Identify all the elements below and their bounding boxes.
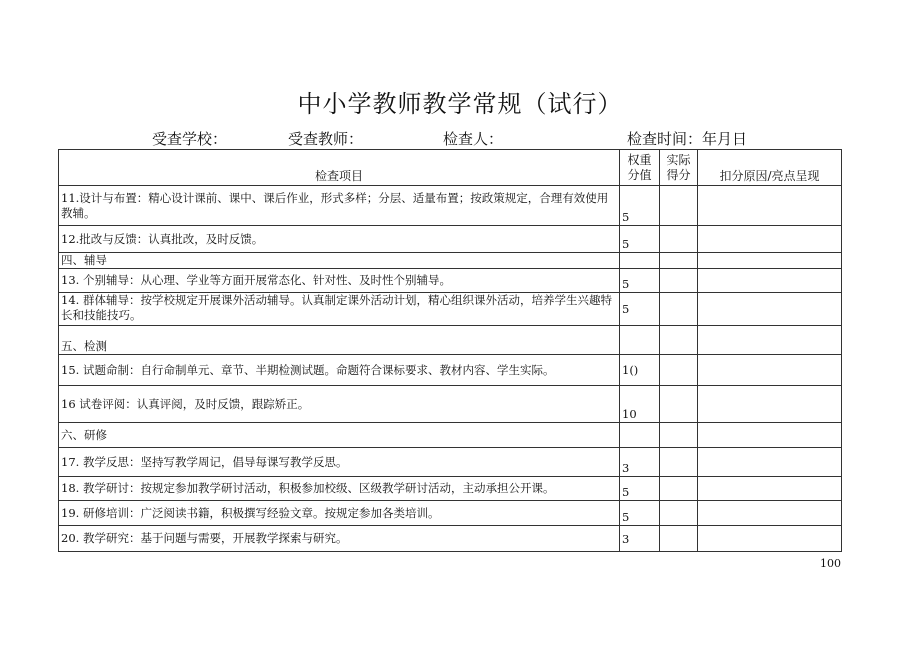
row-actual-score[interactable] <box>660 477 698 501</box>
table-header-row <box>59 150 842 186</box>
row-deduction-reason[interactable] <box>698 326 842 355</box>
inspected-teacher-label: 受查教师： <box>288 130 364 148</box>
row-actual-score[interactable] <box>660 386 698 423</box>
page-title: 中小学教师教学常规（试行） <box>297 90 623 118</box>
header-check-item: 检查项目 <box>59 150 620 186</box>
section-heading: 四、辅导 <box>59 253 620 269</box>
header-actual-score: 实际得分 <box>660 150 698 186</box>
table-row <box>59 526 842 552</box>
row-actual-score[interactable] <box>660 186 698 226</box>
row-actual-score[interactable] <box>660 293 698 326</box>
section-heading: 六、研修 <box>59 423 620 448</box>
table-row <box>59 293 842 326</box>
row-deduction-reason[interactable] <box>698 293 842 326</box>
row-weight: 1() <box>620 355 660 386</box>
row-actual-score[interactable] <box>660 448 698 477</box>
row-actual-score[interactable] <box>660 226 698 253</box>
page-number: 100 <box>820 557 841 570</box>
row-item-text: 20. 教学研究：基于问题与需要，开展教学探索与研究。 <box>59 526 620 552</box>
table-row <box>59 501 842 526</box>
table-row <box>59 355 842 386</box>
header-deduction-reason: 扣分原因/亮点呈现 <box>698 150 842 186</box>
inspected-school-label: 受查学校： <box>152 130 228 148</box>
row-item-text: 15. 试题命制：自行命制单元、章节、半期检测试题。命题符合课标要求、教材内容、学生实际。 <box>59 355 620 386</box>
row-weight <box>620 326 660 355</box>
row-weight: 3 <box>620 526 660 552</box>
table-row <box>59 269 842 293</box>
row-item-text: 12.批改与反馈：认真批改，及时反馈。 <box>59 226 620 253</box>
row-weight: 5 <box>620 269 660 293</box>
row-actual-score[interactable] <box>660 253 698 269</box>
row-item-text: 17. 教学反思：坚持写教学周记，倡导每课写教学反思。 <box>59 448 620 477</box>
row-actual-score[interactable] <box>660 501 698 526</box>
inspection-table <box>58 149 842 552</box>
table-row <box>59 226 842 253</box>
row-item-text: 13. 个别辅导：从心理、学业等方面开展常态化、针对性、及时性个别辅导。 <box>59 269 620 293</box>
row-actual-score[interactable] <box>660 326 698 355</box>
row-actual-score[interactable] <box>660 423 698 448</box>
row-weight: 3 <box>620 448 660 477</box>
inspection-time-label: 检查时间：年月日 <box>627 130 748 148</box>
row-weight: 5 <box>620 501 660 526</box>
row-weight: 5 <box>620 186 660 226</box>
section-row <box>59 253 842 269</box>
row-deduction-reason[interactable] <box>698 186 842 226</box>
row-weight <box>620 253 660 269</box>
row-deduction-reason[interactable] <box>698 226 842 253</box>
row-deduction-reason[interactable] <box>698 477 842 501</box>
row-deduction-reason[interactable] <box>698 448 842 477</box>
row-deduction-reason[interactable] <box>698 423 842 448</box>
section-row <box>59 423 842 448</box>
row-weight: 5 <box>620 226 660 253</box>
row-actual-score[interactable] <box>660 269 698 293</box>
row-weight: 5 <box>620 293 660 326</box>
row-weight: 5 <box>620 477 660 501</box>
table-row <box>59 448 842 477</box>
row-deduction-reason[interactable] <box>698 269 842 293</box>
row-item-text: 19. 研修培训：广泛阅读书籍，积极撰写经验文章。按规定参加各类培训。 <box>59 501 620 526</box>
row-item-text: 14. 群体辅导：按学校规定开展课外活动辅导。认真制定课外活动计划，精心组织课外活动，培养学生兴趣特长和技能技巧。 <box>59 293 620 326</box>
row-item-text: 11.设计与布置：精心设计课前、课中、课后作业，形式多样；分层、适量布置；按政策规定，合理有效使用教辅。 <box>59 186 620 226</box>
row-weight: 10 <box>620 386 660 423</box>
row-deduction-reason[interactable] <box>698 526 842 552</box>
row-weight <box>620 423 660 448</box>
table-row <box>59 186 842 226</box>
row-item-text: 16 试卷评阅：认真评阅，及时反馈，跟踪矫正。 <box>59 386 620 423</box>
header-weight: 权重分值 <box>620 150 660 186</box>
table-row <box>59 386 842 423</box>
row-item-text: 18. 教学研讨：按规定参加教学研讨活动，积极参加校级、区级教学研讨活动，主动承担公开课。 <box>59 477 620 501</box>
row-deduction-reason[interactable] <box>698 253 842 269</box>
table-row <box>59 477 842 501</box>
row-deduction-reason[interactable] <box>698 355 842 386</box>
row-deduction-reason[interactable] <box>698 386 842 423</box>
inspector-label: 检查人： <box>443 130 504 148</box>
section-row <box>59 326 842 355</box>
row-deduction-reason[interactable] <box>698 501 842 526</box>
row-actual-score[interactable] <box>660 355 698 386</box>
row-actual-score[interactable] <box>660 526 698 552</box>
section-heading: 五、检测 <box>59 326 620 355</box>
